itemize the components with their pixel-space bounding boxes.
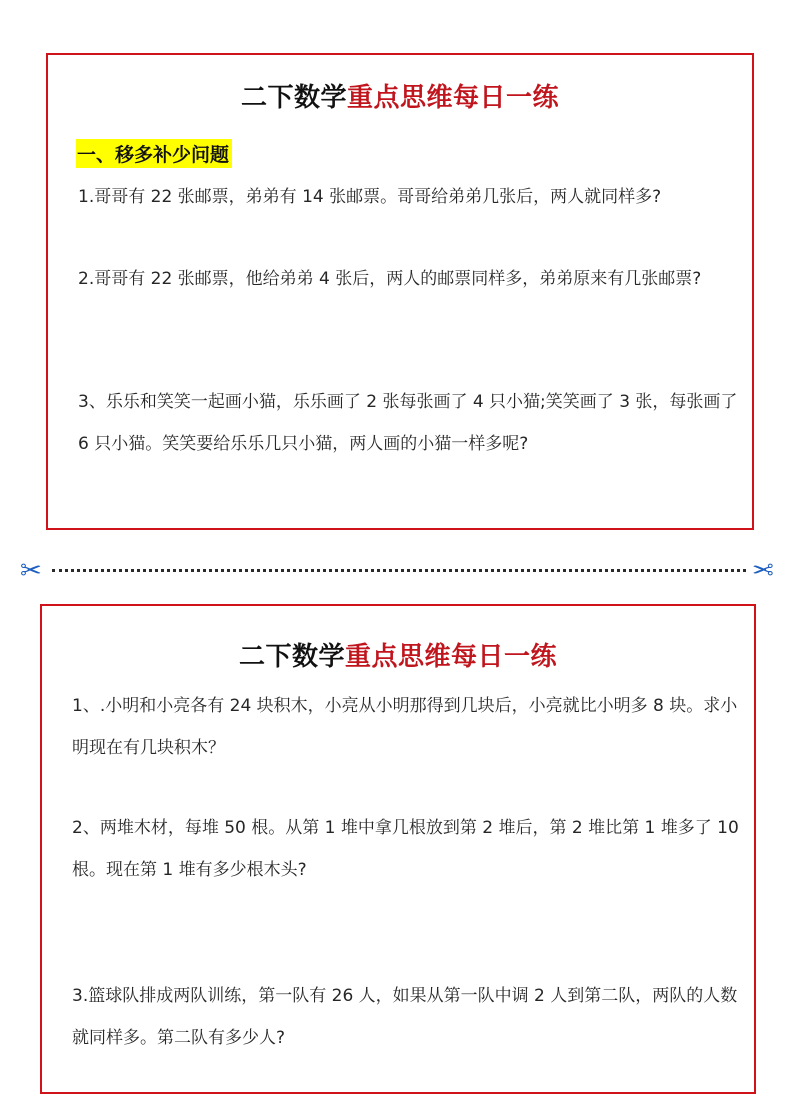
question-1: 1、.小明和小亮各有 24 块积木，小亮从小明那得到几块后，小亮就比小明多 8 块。求小明现在有几块积木？ — [72, 696, 738, 758]
scissors-icon: ✂ — [752, 556, 774, 586]
question-2: 2、两堆木材，每堆 50 根。从第 1 堆中拿几根放到第 2 堆后，第 2 堆比第 1 堆多了 10 根。现在第 1 堆有多少根木头? — [72, 818, 739, 880]
worksheet-card-1 — [46, 53, 754, 530]
title-highlight: 重点思维每日一练 — [345, 642, 558, 672]
question-1: 1.哥哥有 22 张邮票，弟弟有 14 张邮票。哥哥给弟弟几张后，两人就同样多? — [78, 187, 662, 207]
question-2: 2.哥哥有 22 张邮票，他给弟弟 4 张后，两人的邮票同样多，弟弟原来有几张邮票? — [78, 269, 702, 289]
card-title — [42, 636, 754, 673]
title-prefix: 二下数学 — [238, 642, 345, 672]
question-3: 3.篮球队排成两队训练，第一队有 26 人，如果从第一队中调 2 人到第二队，两队的人数就同样多。第二队有多少人? — [72, 986, 738, 1048]
section-heading: 一、移多补少问题 — [76, 139, 232, 168]
question-3: 3、乐乐和笑笑一起画小猫，乐乐画了 2 张每张画了 4 只小猫;笑笑画了 3 张，每张画了 6 只小猫。笑笑要给乐乐几只小猫，两人画的小猫一样多呢? — [78, 392, 738, 454]
dotted-line — [52, 569, 746, 572]
cut-line-divider — [20, 557, 774, 587]
card-title — [48, 77, 752, 114]
scissors-icon: ✂ — [20, 556, 42, 586]
title-prefix: 二下数学 — [240, 83, 347, 113]
title-highlight: 重点思维每日一练 — [347, 83, 560, 113]
worksheet-card-2 — [40, 604, 756, 1094]
